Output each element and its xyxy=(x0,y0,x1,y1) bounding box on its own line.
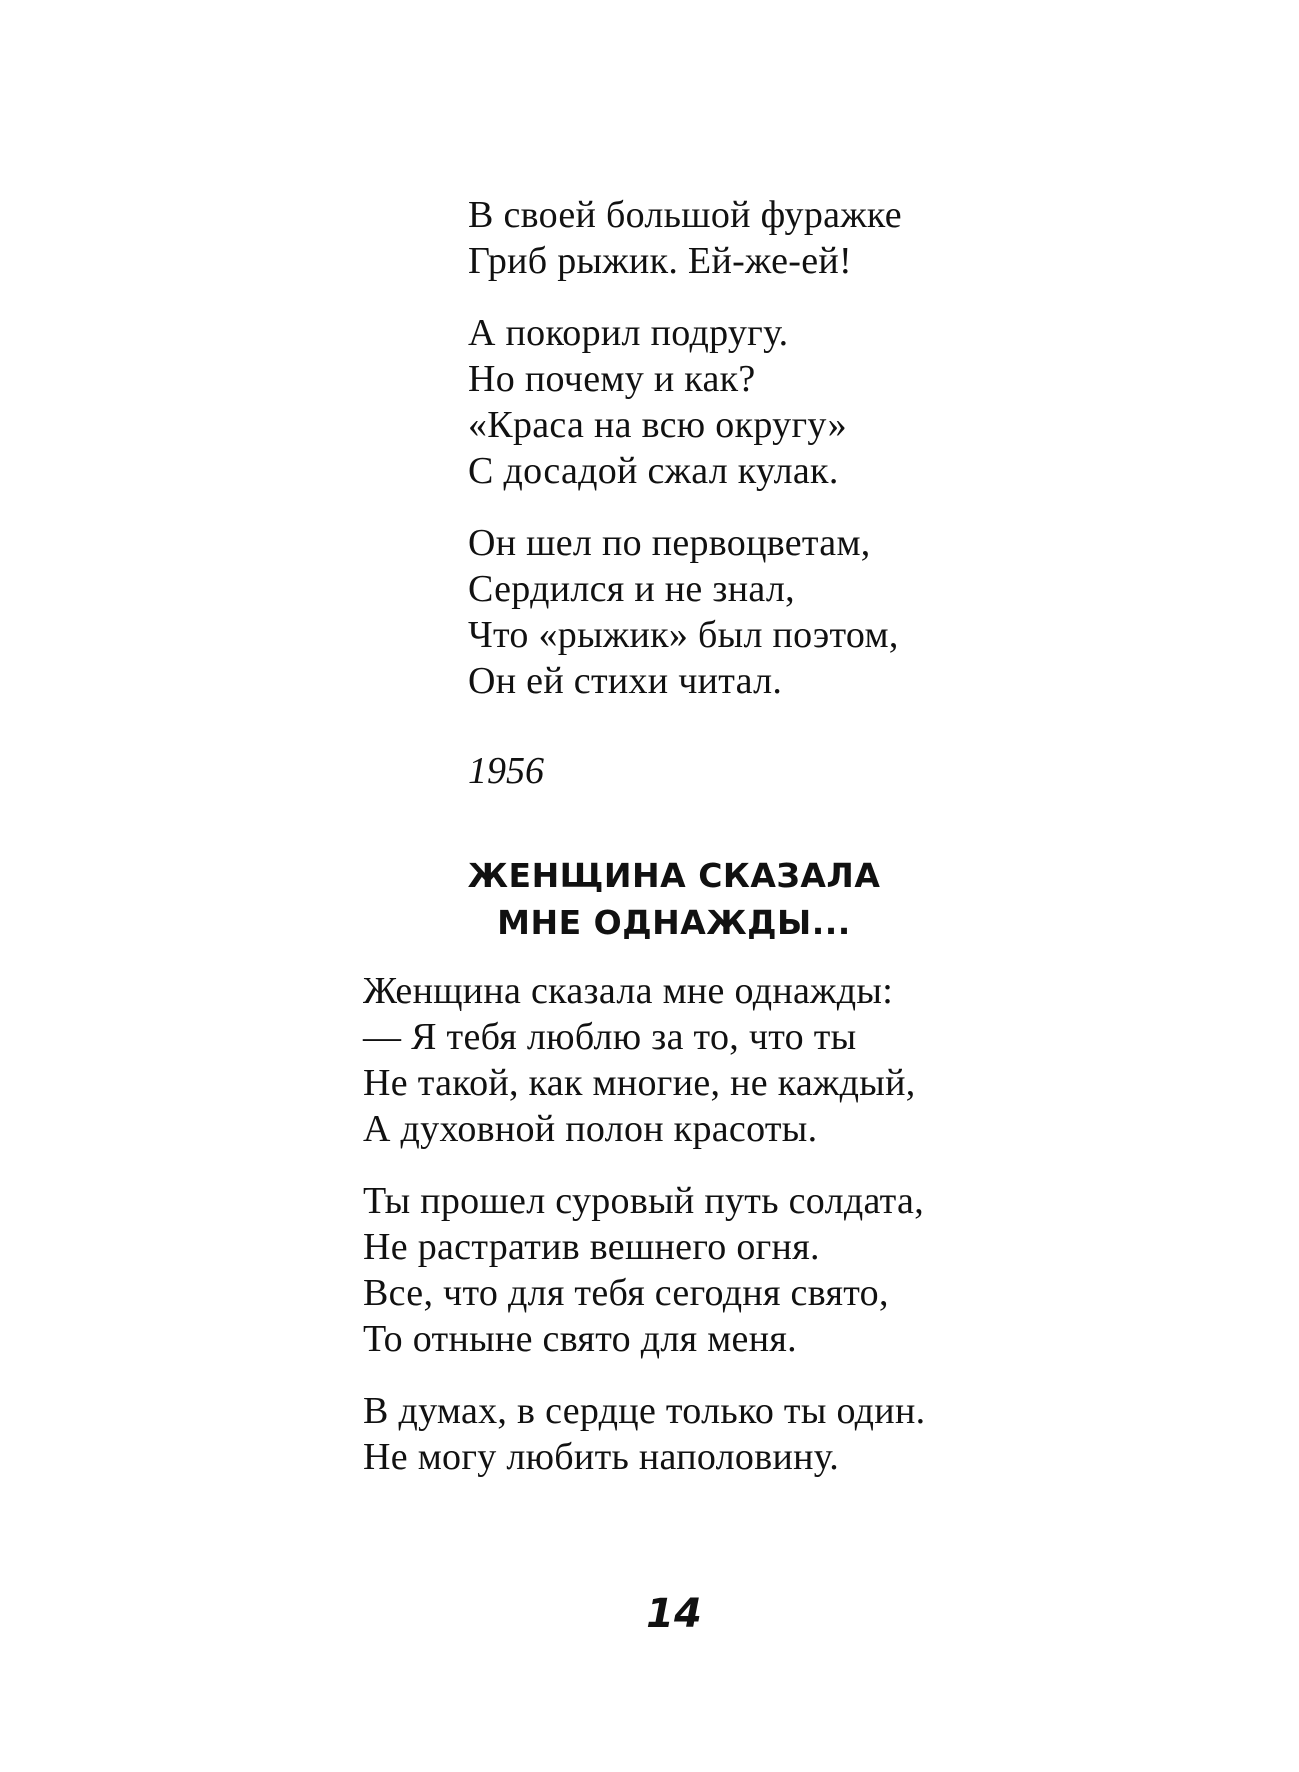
stanza xyxy=(468,520,902,704)
poem-line: Женщина сказала мне однажды: xyxy=(363,970,894,1012)
poem-line: С досадой сжал кулак. xyxy=(468,450,839,492)
poem-title-line: МНЕ ОДНАЖДЫ... xyxy=(497,903,851,942)
poem-line: То отныне свято для меня. xyxy=(363,1318,797,1360)
poem-line: Он ей стихи читал. xyxy=(468,660,783,702)
poem-date: 1956 xyxy=(468,750,544,792)
poem-woman-said xyxy=(363,968,925,1480)
poem-line: Не могу любить наполовину. xyxy=(363,1436,840,1478)
poem-line: Но почему и как? xyxy=(468,358,756,400)
poem-title-line: ЖЕНЩИНА СКАЗАЛА xyxy=(467,856,881,895)
poem-line: Не растратив вешнего огня. xyxy=(363,1226,820,1268)
poem-line: — Я тебя люблю за то, что ты xyxy=(363,1016,857,1058)
poem-line: Гриб рыжик. Ей-же-ей! xyxy=(468,240,852,282)
stanza xyxy=(468,192,902,284)
page-number: 14 xyxy=(646,1591,702,1637)
poem-line: Все, что для тебя сегодня свято, xyxy=(363,1272,889,1314)
poem-line: В думах, в сердце только ты один. xyxy=(363,1390,926,1432)
poem-line: Он шел по первоцветам, xyxy=(468,522,871,564)
poem-line: Сердился и не знал, xyxy=(468,568,795,610)
poem-line: Не такой, как многие, не каждый, xyxy=(363,1062,916,1104)
poem-line: А духовной полон красоты. xyxy=(363,1108,818,1150)
poem-mushroom xyxy=(468,192,902,704)
stanza xyxy=(363,968,925,1152)
poem-line: Что «рыжик» был поэтом, xyxy=(468,614,899,656)
poem-line: Ты прошел суровый путь солдата, xyxy=(363,1180,925,1222)
poem-line: «Краса на всю округу» xyxy=(468,404,847,446)
poem-line: А покорил подругу. xyxy=(468,312,789,354)
poem-line: В своей большой фуражке xyxy=(468,194,902,236)
stanza xyxy=(363,1178,925,1362)
stanza xyxy=(363,1388,925,1480)
stanza xyxy=(468,310,902,494)
poem-title xyxy=(0,852,1299,946)
